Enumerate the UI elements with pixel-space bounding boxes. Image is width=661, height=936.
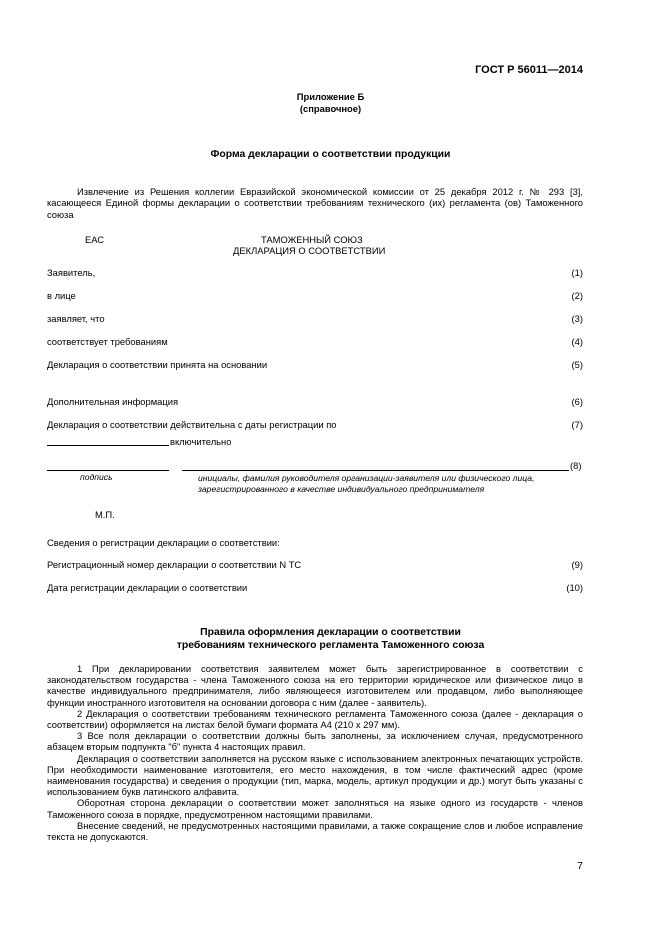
form-row-represented-by [47, 290, 583, 302]
form-row-complies [47, 336, 583, 348]
form-row-label: Регистрационный номер декларации о соответствии N ТС [47, 559, 302, 570]
form-row-number: (2) [571, 290, 583, 301]
customs-union-title: ТАМОЖЕННЫЙ СОЮЗ [261, 234, 363, 245]
form-row-label: соответствует требованиям [47, 336, 168, 347]
page-number: 7 [577, 860, 583, 872]
appendix-title: Приложение Б [296, 91, 365, 102]
inclusive-label: включительно [170, 436, 232, 447]
form-row-label: Дата регистрации декларации о соответствии [47, 582, 248, 593]
form-row-number: (3) [571, 313, 583, 324]
rules-title-line-1: Правила оформления декларации о соответствии [200, 627, 461, 638]
form-row-number-8: (8) [570, 460, 582, 471]
form-row-registration-number [47, 559, 583, 571]
form-row-label: Декларация о соответствии принята на основании [47, 359, 268, 370]
form-row-registration-date [47, 582, 583, 594]
form-row-label: Заявитель, [47, 267, 96, 278]
form-row-label: заявляет, что [47, 313, 105, 324]
signature-caption: подпись [80, 472, 113, 482]
form-row-number: (1) [571, 267, 583, 278]
form-row-validity [47, 419, 583, 431]
signature-line [47, 470, 169, 471]
declaration-heading: ДЕКЛАРАЦИЯ О СООТВЕТСТВИИ [233, 245, 386, 256]
intro-paragraph: Извлечение из Решения коллегии Евразийской экономической комиссии от 25 декабря 2012 г. № 293 [3], касающееся Единой формы декларации о соответствии требованиям технического (их) регламента (ов) Таможенного союза [47, 186, 583, 220]
standard-number: ГОСТ Р 56011—2014 [475, 64, 583, 76]
form-row-number: (10) [566, 582, 583, 593]
form-row-label: Дополнительная информация [47, 396, 179, 407]
eac-mark: ЕАС [85, 234, 105, 245]
rules-body [47, 663, 583, 842]
form-row-label: в лице [47, 290, 76, 301]
stamp-placeholder: М.П. [95, 509, 115, 520]
rules-title-line-2: требованиям технического регламента Таможенного союза [176, 640, 485, 651]
rules-paragraph: 2 Декларация о соответствии требованиям технического регламента Таможенного союза (далее - декларация о соответствии) оформляется на листах белой бумаги формата А4 (210 х 297 мм). [47, 707, 583, 731]
rules-paragraph: Декларация о соответствии заполняется на русском языке с использованием электронных печатающих устройств. При необходимости наименование изготовителя, его место нахождения, в том числе фактический адрес (кроме наименования государства) и сведения о продукции (тип, марка, модель, артикул продукции и др.) могут быть указаны с использованием букв латинского алфавита. [47, 752, 583, 798]
form-row-label: Декларация о соответствии действительна с даты регистрации по [47, 419, 337, 430]
rules-paragraph: Внесение сведений, не предусмотренных настоящими правилами, а также сокращение слов и любое исправление текста не допускаются. [47, 819, 583, 843]
rules-paragraph: Оборотная сторона декларации о соответствии может заполняться на языке одного из государств - членов Таможенного союза в порядке, предусмотренном настоящими правилами. [47, 797, 583, 820]
form-row-declares [47, 313, 583, 325]
form-title: Форма декларации о соответствии продукции [210, 149, 451, 160]
name-line [182, 470, 569, 471]
form-row-number: (7) [571, 419, 583, 430]
form-row-number: (9) [571, 559, 583, 570]
validity-date-line [47, 445, 169, 446]
form-row-number: (6) [571, 396, 583, 407]
form-row-number: (4) [571, 336, 583, 347]
form-row-number: (5) [571, 359, 583, 370]
rules-paragraph: 3 Все поля декларации о соответствии должны быть заполнены, за исключением случая, предусмотренного абзацем вторым подпункта "б" пункта 4 настоящих правил. [47, 730, 583, 753]
name-caption-line-1: инициалы, фамилия руководителя организации-заявителя или физического лица, [198, 473, 535, 483]
form-row-applicant [47, 267, 583, 279]
form-row-basis [47, 359, 583, 371]
rules-paragraph: 1 При декларировании соответствия заявителем может быть зарегистрированное в соответствии с законодательством государства - члена Таможенного союза на его территории юридическое или физическое лицо в качестве индивидуального предпринимателя, либо являющееся изготовителем или продавцом, либо выполняющее функции иностранного изготовителя на основании договора с ним (далее - заявитель). [47, 663, 583, 708]
registration-info-heading: Сведения о регистрации декларации о соответствии: [47, 537, 280, 548]
name-caption-line-2: зарегистрированного в качестве индивидуального предпринимателя [198, 484, 485, 494]
form-row-additional-info [47, 396, 583, 408]
appendix-subtitle: (справочное) [299, 103, 362, 114]
